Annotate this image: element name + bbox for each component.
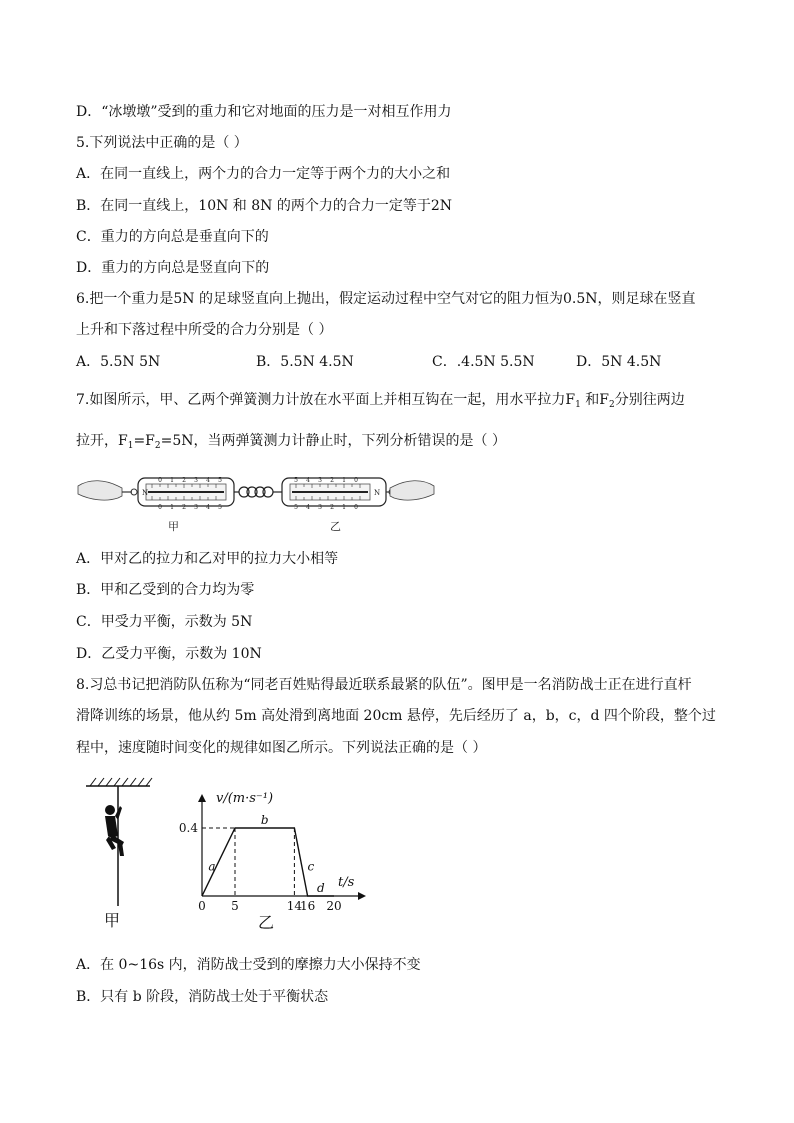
svg-text:4: 4 — [306, 504, 310, 511]
q8-stem-line1: 8.习总书记把消防队伍称为“同老百姓贴得最近联系最紧的队伍”。图甲是一名消防战士正在进行直杆 — [76, 677, 692, 693]
q7-option-b: B．甲和乙受到的合力均为零 — [76, 582, 255, 598]
svg-text:3: 3 — [318, 477, 322, 484]
q7-stem-line2: 拉开，$F_1=F_2=5N$，当两弹簧测力计静止时，下列分析错误的是（ ） — [76, 433, 506, 451]
q6-option-b: B．5.5N 4.5N — [256, 354, 354, 370]
svg-text:2: 2 — [330, 504, 334, 511]
q5-stem: 5.下列说法中正确的是（ ） — [76, 135, 248, 151]
q8-stem-line3: 程中，速度随时间变化的规律如图乙所示。下列说法正确的是（ ） — [76, 740, 487, 756]
q7-option-d: D．乙受力平衡，示数为 10N — [76, 646, 262, 662]
svg-text:3: 3 — [194, 477, 198, 484]
vt-guides — [202, 828, 294, 896]
segment-c: c — [307, 859, 315, 874]
q7-stem-line1: 7.如图所示，甲、乙两个弹簧测力计放在水平面上并相互钩在一起，用水平拉力$F_1$ 和$F_2$分别往两边 — [76, 392, 685, 410]
y-axis-label: v/(m·s⁻¹) — [216, 791, 274, 806]
firefighter-figure — [78, 776, 158, 936]
svg-text:5: 5 — [294, 504, 298, 511]
x-tick-5: 5 — [231, 899, 239, 913]
q5-option-b: B．在同一直线上，10N 和 8N 的两个力的合力一定等于2N — [76, 198, 453, 214]
segment-d: d — [316, 881, 325, 895]
q6-option-a: A．5.5N 5N — [76, 354, 161, 370]
q6-stem-line2: 上升和下落过程中所受的合力分别是（ ） — [76, 322, 333, 338]
svg-text:1: 1 — [170, 504, 174, 511]
q6-option-c: C．.4.5N 5.5N — [432, 354, 535, 370]
svg-text:4: 4 — [206, 477, 210, 484]
label-jia-2: 甲 — [104, 911, 121, 930]
right-hand-icon — [390, 481, 434, 500]
q5-option-a: A．在同一直线上，两个力的合力一定等于两个力的大小之和 — [76, 166, 451, 182]
svg-text:3: 3 — [194, 504, 198, 511]
x-tick-14: 14 — [286, 899, 303, 913]
q8-option-a: A．在 0~16s 内，消防战士受到的摩擦力大小保持不变 — [76, 957, 421, 973]
svg-text:2: 2 — [182, 504, 186, 511]
unit-n-left: N — [142, 489, 149, 497]
svg-text:4: 4 — [206, 504, 210, 511]
svg-text:0: 0 — [354, 477, 358, 484]
y-tick-04: 0.4 — [178, 821, 198, 835]
q7-option-a: A．甲对乙的拉力和乙对甲的拉力大小相等 — [76, 551, 339, 567]
q5-option-d: D．重力的方向总是竖直向下的 — [76, 260, 270, 276]
svg-text:5: 5 — [294, 477, 298, 484]
x-tick-20: 20 — [326, 899, 342, 913]
svg-text:0: 0 — [158, 477, 162, 484]
svg-text:1: 1 — [342, 504, 346, 511]
q4-option-d: D．“冰墩墩”受到的重力和它对地面的压力是一对相互作用力 — [76, 104, 452, 120]
q8-stem-line2: 滑降训练的场景，他从约 5m 高处滑到离地面 20cm 悬停，先后经历了 a，b，c，d 四个阶段，整个过 — [76, 708, 716, 724]
unit-n-right: N — [374, 489, 381, 497]
svg-text:0: 0 — [158, 504, 162, 511]
label-yi-2: 乙 — [258, 913, 275, 932]
svg-text:5: 5 — [218, 504, 222, 511]
q6-stem-line1: 6.把一个重力是5N 的足球竖直向上抛出，假定运动过程中空气对它的阻力恒为0.5N，则足球在竖直 — [76, 291, 696, 307]
label-yi: 乙 — [330, 520, 341, 533]
y-axis-arrow-icon — [198, 794, 206, 802]
q6-option-d: D．5N 4.5N — [576, 354, 662, 370]
q7-option-c: C．甲受力平衡，示数为 5N — [76, 614, 253, 630]
firefighter-icon — [105, 805, 124, 856]
q8-option-b: B．只有 b 阶段，消防战士处于平衡状态 — [76, 989, 329, 1005]
svg-text:1: 1 — [342, 477, 346, 484]
left-hand-icon — [78, 481, 122, 500]
q5-option-c: C．重力的方向总是垂直向下的 — [76, 229, 269, 245]
svg-text:1: 1 — [170, 477, 174, 484]
x-tick-16: 16 — [299, 899, 316, 913]
spring-scale-figure — [76, 470, 436, 536]
x-axis-label: t/s — [338, 875, 355, 890]
segment-a: a — [208, 859, 216, 874]
svg-text:5: 5 — [218, 477, 222, 484]
x-axis-arrow-icon — [358, 892, 366, 900]
svg-text:2: 2 — [330, 477, 334, 484]
label-jia: 甲 — [168, 520, 179, 533]
svg-text:3: 3 — [318, 504, 322, 511]
vt-graph — [172, 782, 372, 934]
svg-text:0: 0 — [354, 504, 358, 511]
svg-text:4: 4 — [306, 477, 310, 484]
x-tick-0: 0 — [198, 899, 206, 913]
svg-text:2: 2 — [182, 477, 186, 484]
segment-b: b — [260, 813, 269, 827]
